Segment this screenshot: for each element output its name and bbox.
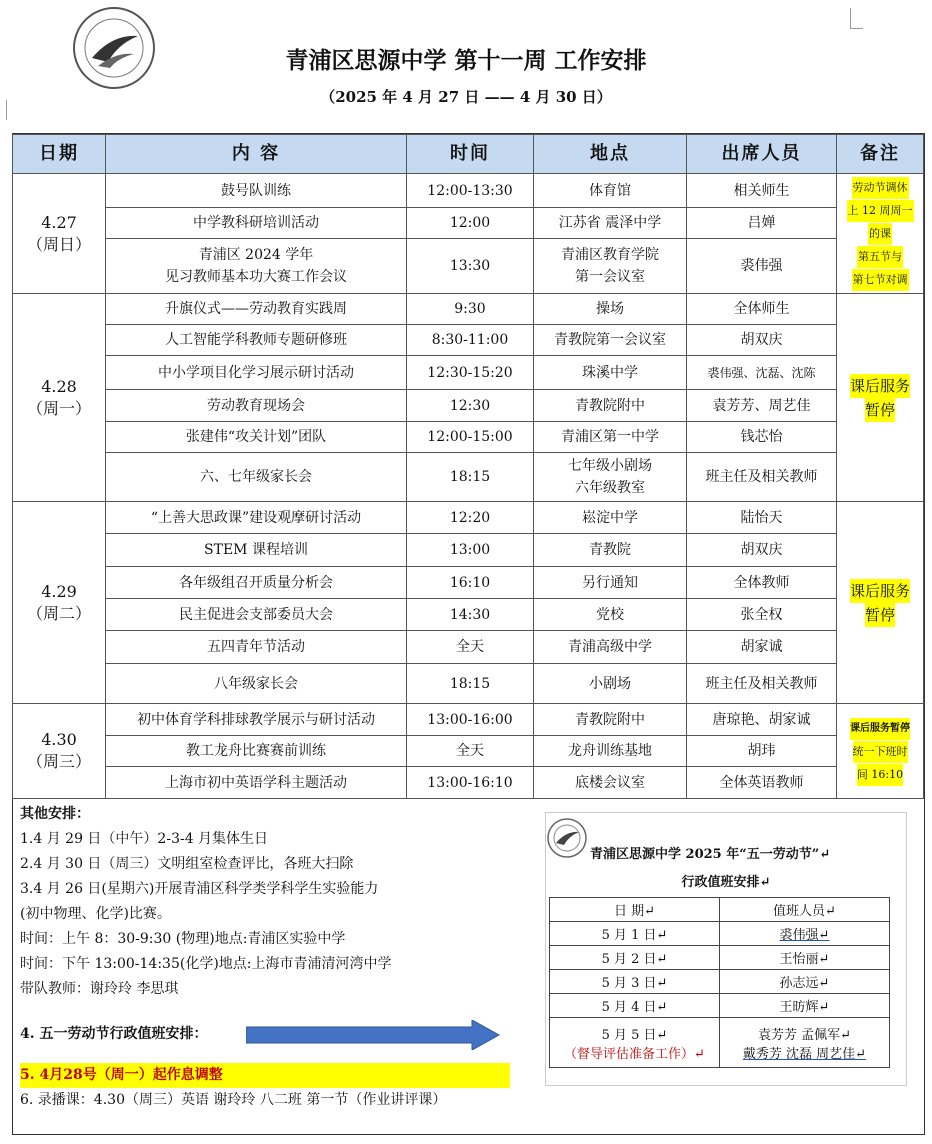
content-cell: 八年级家长会: [106, 664, 407, 704]
other-item-6: 6. 录播课：4.30（周三）英语 谢玲玲 八二班 第一节（作业讲评课）: [20, 1092, 447, 1108]
people-cell: 钱芯怡: [687, 422, 837, 453]
duty-date: 5 月 4 日↵: [550, 994, 720, 1018]
other-line: (初中物理、化学)比赛。: [20, 906, 171, 922]
duty-subtitle: 行政值班安排↵: [681, 875, 771, 890]
people-cell: 胡玮: [687, 736, 837, 767]
content-cell: 初中体育学科排球教学展示与研讨活动: [106, 704, 407, 736]
col-header-people: 出席人员: [687, 135, 837, 174]
place-cell: 小剧场: [534, 664, 687, 704]
place-line: 青浦区教育学院: [561, 247, 659, 263]
table-row: [13, 390, 924, 422]
time-cell: 13:00-16:00: [407, 704, 534, 736]
note-line: 课后服务: [850, 579, 910, 603]
duty-person: 孙志远↵: [720, 970, 890, 994]
table-row: [13, 534, 924, 567]
people-cell: 班主任及相关教师: [687, 664, 837, 704]
content-line: 见习教师基本功大赛工作会议: [165, 269, 347, 285]
duty-date-line: 5 月 5 日↵: [601, 1027, 668, 1043]
content-cell: 张建伟“攻关计划”团队: [106, 422, 407, 453]
note-line: 劳动节调休: [852, 177, 909, 199]
table-row: [13, 631, 924, 664]
time-cell: 全天: [407, 736, 534, 767]
duty-table: [549, 897, 890, 1068]
note-cell: [837, 704, 924, 799]
content-cell: STEM 课程培训: [106, 534, 407, 567]
col-header-note: 备注: [837, 135, 924, 174]
time-cell: 12:00-13:30: [407, 174, 534, 208]
arrow-right-icon: [246, 1020, 500, 1050]
place-cell: 青教院: [534, 534, 687, 567]
duty-date: 5 月 3 日↵: [550, 970, 720, 994]
other-arrangements: [20, 802, 540, 1113]
note-line: 课后服务暂停: [850, 718, 910, 740]
duty-person-line: 袁芳芳 孟佩军↵: [757, 1027, 852, 1043]
place-cell: [534, 453, 687, 502]
time-cell: 12:00: [407, 208, 534, 239]
weekday-value: （周三）: [26, 752, 91, 771]
people-cell: 裘伟强、沈磊、沈陈: [687, 356, 837, 390]
note-cell: [837, 174, 924, 294]
note-line: 第五节与: [857, 246, 903, 268]
time-cell: 18:15: [407, 453, 534, 502]
other-line: 2.4 月 30 日（周三）文明组室检查评比，各班大扫除: [20, 856, 354, 872]
table-row: [13, 453, 924, 502]
place-line: 六年级教室: [575, 480, 645, 496]
date-cell: [13, 704, 106, 799]
place-cell: 底楼会议室: [534, 767, 687, 799]
people-cell: 胡双庆: [687, 534, 837, 567]
note-line: 暂停: [865, 603, 895, 627]
duty-col-date: 日 期↵: [550, 898, 720, 922]
schedule-table: [12, 134, 924, 799]
col-header-date: 日期: [13, 135, 106, 174]
people-cell: 袁芳芳、周艺佳: [687, 390, 837, 422]
place-cell: 党校: [534, 599, 687, 631]
date-value: 4.28: [41, 376, 77, 396]
duty-row: [550, 970, 890, 994]
duty-row: [550, 1018, 890, 1068]
table-row: [13, 736, 924, 767]
note-line: 课后服务: [850, 374, 910, 398]
note-line: 统一下班时: [853, 741, 908, 763]
duty-title: 青浦区思源中学 2025 年“五一劳动节”↵: [590, 847, 831, 862]
duty-person: 王昉辉↵: [720, 994, 890, 1018]
people-cell: 陆怡天: [687, 502, 837, 534]
people-cell: 胡家诚: [687, 631, 837, 664]
duty-row: [550, 994, 890, 1018]
place-line: 七年级小剧场: [568, 458, 652, 474]
people-cell: 唐琼艳、胡家诚: [687, 704, 837, 736]
content-cell: 中小学项目化学习展示研讨活动: [106, 356, 407, 390]
table-header-row: [13, 135, 924, 174]
duty-row: [550, 946, 890, 970]
place-line: 第一会议室: [575, 269, 645, 285]
date-cell: [13, 174, 106, 294]
note-line: 的课: [868, 223, 892, 245]
other-item-4: 4. 五一劳动节行政值班安排：: [20, 1026, 208, 1042]
time-cell: 14:30: [407, 599, 534, 631]
time-cell: 18:15: [407, 664, 534, 704]
other-line: 带队教师：谢玲玲 李思琪: [20, 981, 179, 997]
school-logo-small: [546, 817, 588, 859]
page-margin-mark: [0, 100, 7, 120]
content-cell: “上善大思政课”建设观摩研讨活动: [106, 502, 407, 534]
time-cell: 12:30-15:20: [407, 356, 534, 390]
col-header-place: 地点: [534, 135, 687, 174]
content-cell: 各年级组召开质量分析会: [106, 567, 407, 599]
weekday-value: （周二）: [26, 603, 91, 623]
table-row: [13, 208, 924, 239]
place-cell: 青浦高级中学: [534, 631, 687, 664]
duty-person: 裘伟强↵: [720, 922, 890, 946]
place-cell: [534, 239, 687, 294]
date-range: （2025 年 4 月 27 日 —— 4 月 30 日）: [320, 88, 612, 106]
note-line: 暂停: [865, 398, 895, 422]
place-cell: 另行通知: [534, 567, 687, 599]
col-header-content: 内 容: [106, 135, 407, 174]
place-cell: 青教院第一会议室: [534, 325, 687, 356]
time-cell: 12:00-15:00: [407, 422, 534, 453]
duty-header-row: [550, 898, 890, 922]
place-cell: 青教院附中: [534, 704, 687, 736]
content-cell: 六、七年级家长会: [106, 453, 407, 502]
table-row: [13, 567, 924, 599]
table-row: [13, 325, 924, 356]
weekday-value: （周日）: [26, 234, 91, 254]
table-row: [13, 294, 924, 325]
table-row: [13, 502, 924, 534]
place-cell: 体育馆: [534, 174, 687, 208]
other-line: 3.4 月 26 日(星期六)开展青浦区科学类学科学生实验能力: [20, 881, 379, 897]
page-title: 青浦区思源中学 第十一周 工作安排: [285, 47, 647, 74]
time-cell: 16:10: [407, 567, 534, 599]
time-cell: 9:30: [407, 294, 534, 325]
other-line: 1.4 月 29 日（中午）2-3-4 月集体生日: [20, 831, 269, 847]
table-row: [13, 174, 924, 208]
date-cell: [13, 502, 106, 704]
content-line: 青浦区 2024 学年: [198, 247, 314, 263]
col-header-time: 时间: [407, 135, 534, 174]
date-cell: [13, 294, 106, 502]
duty-date: 5 月 2 日↵: [550, 946, 720, 970]
people-cell: 相关师生: [687, 174, 837, 208]
duty-col-person: 值班人员↵: [720, 898, 890, 922]
place-cell: 江苏省 震泽中学: [534, 208, 687, 239]
people-cell: 吕婵: [687, 208, 837, 239]
duty-person: 王怡丽↵: [720, 946, 890, 970]
content-cell: 民主促进会支部委员大会: [106, 599, 407, 631]
weekday-value: （周一）: [26, 398, 91, 418]
people-cell: 裘伟强: [687, 239, 837, 294]
time-cell: 13:30: [407, 239, 534, 294]
duty-date: [550, 1018, 720, 1068]
place-cell: 龙舟训练基地: [534, 736, 687, 767]
content-cell: [106, 239, 407, 294]
place-cell: 珠溪中学: [534, 356, 687, 390]
note-line: 上 12 周周一: [847, 200, 914, 222]
table-row: [13, 239, 924, 294]
time-cell: 13:00-16:10: [407, 767, 534, 799]
table-row: [13, 356, 924, 390]
duty-person: [720, 1018, 890, 1068]
content-cell: 鼓号队训练: [106, 174, 407, 208]
content-cell: 五四青年节活动: [106, 631, 407, 664]
people-cell: 胡双庆: [687, 325, 837, 356]
other-line: 时间：下午 13:00-14:35(化学)地点:上海市青浦清河湾中学: [20, 956, 392, 972]
note-cell: [837, 294, 924, 502]
content-cell: 教工龙舟比赛赛前训练: [106, 736, 407, 767]
date-value: 4.30: [41, 730, 77, 749]
place-cell: 青教院附中: [534, 390, 687, 422]
page-corner-mark: [850, 8, 863, 29]
table-row: [13, 599, 924, 631]
people-cell: 全体英语教师: [687, 767, 837, 799]
time-cell: 12:30: [407, 390, 534, 422]
note-line: 间 16:10: [857, 764, 903, 786]
table-row: [13, 664, 924, 704]
people-cell: 全体教师: [687, 567, 837, 599]
duty-date-note: （督导评估准备工作）↵: [564, 1046, 705, 1062]
time-cell: 12:20: [407, 502, 534, 534]
date-value: 4.29: [41, 581, 77, 601]
people-cell: 全体师生: [687, 294, 837, 325]
note-cell: [837, 502, 924, 704]
place-cell: 操场: [534, 294, 687, 325]
duty-roster-panel: [545, 812, 907, 1086]
people-cell: 张全权: [687, 599, 837, 631]
note-line: 第七节对调: [852, 269, 909, 291]
duty-person-line: 戴秀芳 沈磊 周艺佳↵: [742, 1046, 867, 1062]
place-cell: 青浦区第一中学: [534, 422, 687, 453]
duty-row: [550, 922, 890, 946]
table-row: [13, 422, 924, 453]
date-value: 4.27: [41, 212, 77, 232]
time-cell: 8:30-11:00: [407, 325, 534, 356]
other-line: 时间：上午 8：30-9:30 (物理)地点:青浦区实验中学: [20, 931, 346, 947]
other-item-5: 5. 4月28号（周一）起作息调整: [20, 1063, 510, 1088]
time-cell: 13:00: [407, 534, 534, 567]
content-cell: 上海市初中英语学科主题活动: [106, 767, 407, 799]
time-cell: 全天: [407, 631, 534, 664]
content-cell: 劳动教育现场会: [106, 390, 407, 422]
other-heading: 其他安排：: [20, 806, 90, 822]
table-row: [13, 704, 924, 736]
table-row: [13, 767, 924, 799]
content-cell: 升旗仪式——劳动教育实践周: [106, 294, 407, 325]
place-cell: 崧淀中学: [534, 502, 687, 534]
duty-date: 5 月 1 日↵: [550, 922, 720, 946]
people-cell: 班主任及相关教师: [687, 453, 837, 502]
content-cell: 中学教科研培训活动: [106, 208, 407, 239]
content-cell: 人工智能学科教师专题研修班: [106, 325, 407, 356]
